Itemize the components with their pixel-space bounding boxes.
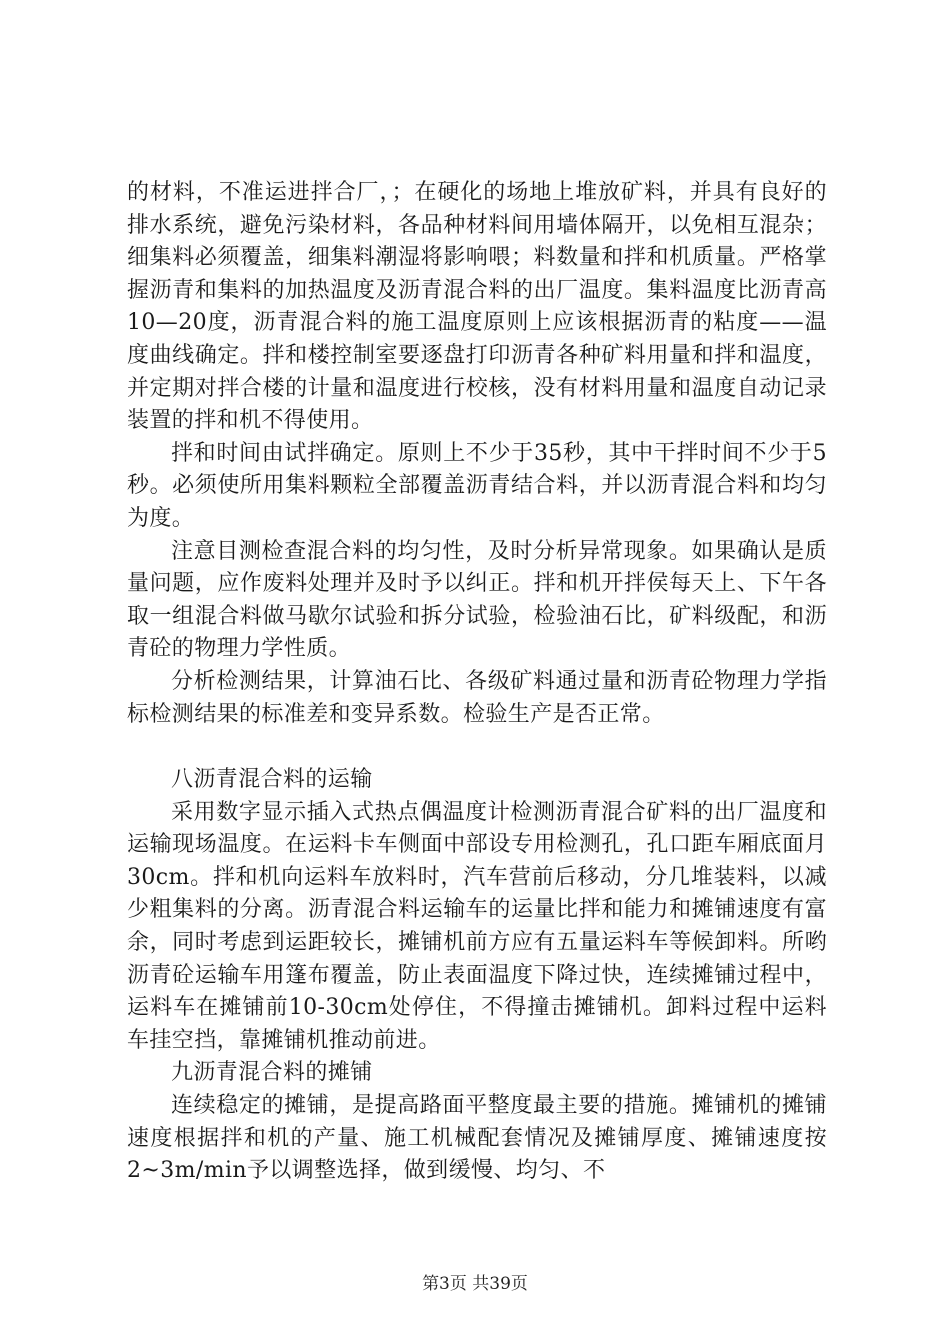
page-footer: 第3页 共39页	[422, 1274, 528, 1294]
paragraph-visual-inspection: 注意目测检查混合料的均匀性，及时分析异常现象。如果确认是质量问题，应作废料处理并及时予以纠正。拌和机开拌侯每天上、下午各取一组混合料做马歇尔试验和拆分试验，检验油石比，矿料级配，和沥青砼的物理力学性质。	[127, 538, 827, 662]
document-body	[127, 177, 827, 1188]
paragraph-paving: 连续稳定的摊铺，是提高路面平整度最主要的措施。摊铺机的摊铺速度根据拌和机的产量、施工机械配套情况及摊铺厚度、摊铺速度按2~3m/min予以调整选择，做到缓慢、均匀、不	[127, 1093, 827, 1184]
paragraph-transport: 采用数字显示插入式热点偶温度计检测沥青混合矿料的出厂温度和运输现场温度。在运料卡车侧面中部设专用检测孔，孔口距车厢底面月30cm。拌和机向运料车放料时，汽车营前后移动，分几堆装料，以减少粗集料的分离。沥青混合料运输车的运量比拌和能力和摊铺速度有富余，同时考虑到运距较长，摊铺机前方应有五量运料车等候卸料。所哟沥青砼运输车用篷布覆盖，防止表面温度下降过快，连续摊铺过程中，运料车在摊铺前10-30cm处停住，不得撞击摊铺机。卸料过程中运料车挂空挡，靠摊铺机推动前进。	[127, 799, 827, 1053]
paragraph-test-analysis: 分析检测结果，计算油石比、各级矿料通过量和沥青砼物理力学指标检测结果的标准差和变异系数。检验生产是否正常。	[127, 668, 827, 727]
section-gap	[127, 731, 827, 764]
section-heading-transport: 八沥青混合料的运输	[171, 767, 373, 793]
paragraph-materials-storage: 的材料，不准运进拌合厂，；在硬化的场地上堆放矿料，并具有良好的排水系统，避免污染材料，各品种材料间用墙体隔开，以免相互混杂；细集料必须覆盖，细集料潮湿将影响喂；料数量和拌和机质量。严格掌握沥青和集料的加热温度及沥青混合料的出厂温度。集料温度比沥青高10—20度，沥青混合料的施工温度原则上应该根据沥青的粘度——温度曲线确定。拌和楼控制室要逐盘打印沥青各种矿料用量和拌和温度，并定期对拌合楼的计量和温度进行校核，没有材料用量和温度自动记录装置的拌和机不得使用。	[127, 180, 827, 434]
paragraph-mixing-time: 拌和时间由试拌确定。原则上不少于35秒，其中干拌时间不少于5秒。必须使所用集料颗粒全部覆盖沥青结合料，并以沥青混合料和均匀为度。	[127, 440, 827, 531]
section-heading-paving: 九沥青混合料的摊铺	[171, 1060, 373, 1086]
